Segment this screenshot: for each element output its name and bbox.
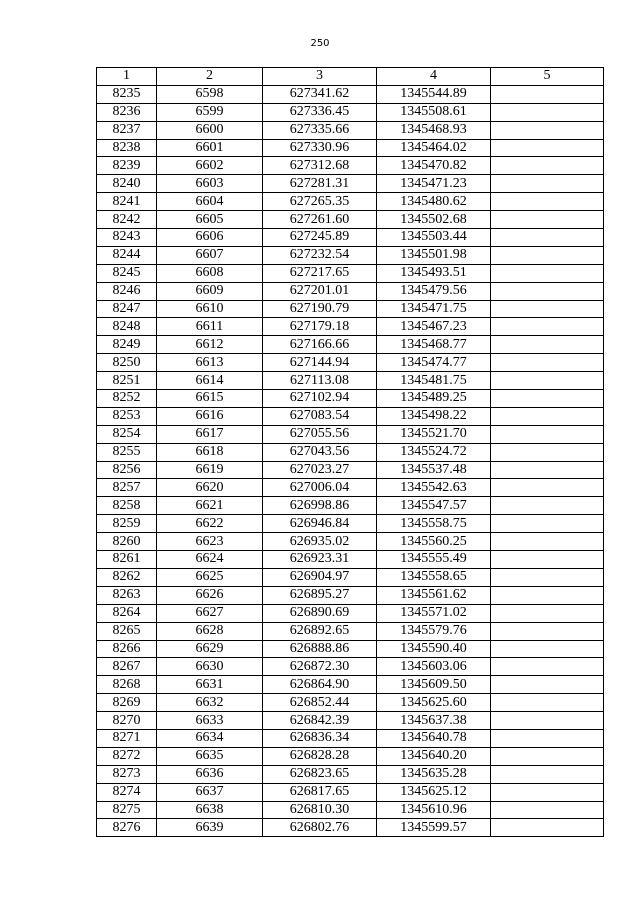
- table-row: [97, 372, 604, 390]
- table-cell: 6636: [157, 765, 263, 783]
- table-row: [97, 354, 604, 372]
- table-row: [97, 443, 604, 461]
- table-cell: 1345542.63: [377, 479, 491, 497]
- table-cell: 6620: [157, 479, 263, 497]
- table-cell: 6625: [157, 568, 263, 586]
- table-row: [97, 157, 604, 175]
- table-cell: [491, 246, 604, 264]
- table-cell: [491, 318, 604, 336]
- table-cell: 1345502.68: [377, 211, 491, 229]
- table-cell: 627102.94: [263, 390, 377, 408]
- table-cell: 8241: [97, 193, 157, 211]
- table-cell: [491, 640, 604, 658]
- table-cell: 627083.54: [263, 407, 377, 425]
- table-cell: 8249: [97, 336, 157, 354]
- table-cell: 627043.56: [263, 443, 377, 461]
- coordinates-table: [96, 67, 604, 837]
- table-cell: 6598: [157, 85, 263, 103]
- table-cell: 627113.08: [263, 372, 377, 390]
- table-cell: [491, 765, 604, 783]
- table-cell: 6624: [157, 551, 263, 569]
- table-cell: 1345493.51: [377, 264, 491, 282]
- table-cell: [491, 390, 604, 408]
- table-cell: 8237: [97, 121, 157, 139]
- table-cell: 6617: [157, 425, 263, 443]
- table-cell: 6635: [157, 747, 263, 765]
- table-cell: 626890.69: [263, 604, 377, 622]
- table-row: [97, 694, 604, 712]
- table-cell: 627335.66: [263, 121, 377, 139]
- table-cell: 626935.02: [263, 533, 377, 551]
- table-cell: [491, 497, 604, 515]
- table-cell: 626802.76: [263, 819, 377, 837]
- table-cell: 1345508.61: [377, 103, 491, 121]
- table-cell: 6628: [157, 622, 263, 640]
- table-cell: 8248: [97, 318, 157, 336]
- page-number: 250: [310, 38, 330, 49]
- table-row: [97, 658, 604, 676]
- table-row: [97, 729, 604, 747]
- table-row: [97, 783, 604, 801]
- table-row: [97, 175, 604, 193]
- table-row: [97, 390, 604, 408]
- table-cell: [491, 622, 604, 640]
- table-cell: [491, 658, 604, 676]
- table-cell: 8257: [97, 479, 157, 497]
- table-cell: 627245.89: [263, 229, 377, 247]
- table-cell: 626895.27: [263, 586, 377, 604]
- table-cell: [491, 372, 604, 390]
- table-cell: 627006.04: [263, 479, 377, 497]
- table-cell: 627166.66: [263, 336, 377, 354]
- table-row: [97, 425, 604, 443]
- table-cell: 626888.86: [263, 640, 377, 658]
- table-cell: 6600: [157, 121, 263, 139]
- table-cell: 8271: [97, 729, 157, 747]
- table-cell: 8269: [97, 694, 157, 712]
- table-cell: 8252: [97, 390, 157, 408]
- table-cell: [491, 712, 604, 730]
- table-cell: [491, 211, 604, 229]
- table-cell: [491, 747, 604, 765]
- table-cell: 626842.39: [263, 712, 377, 730]
- table-cell: 6605: [157, 211, 263, 229]
- table-body: [97, 85, 604, 836]
- table-row: [97, 300, 604, 318]
- table-cell: 8272: [97, 747, 157, 765]
- table-cell: 1345610.96: [377, 801, 491, 819]
- table-cell: 6629: [157, 640, 263, 658]
- table-cell: 626872.30: [263, 658, 377, 676]
- table-cell: 1345561.62: [377, 586, 491, 604]
- table-cell: 8247: [97, 300, 157, 318]
- table-cell: 8242: [97, 211, 157, 229]
- table-cell: 8267: [97, 658, 157, 676]
- table-cell: 626864.90: [263, 676, 377, 694]
- table-cell: 627023.27: [263, 461, 377, 479]
- table-cell: [491, 157, 604, 175]
- table-cell: 8254: [97, 425, 157, 443]
- table-cell: 6626: [157, 586, 263, 604]
- table-cell: [491, 103, 604, 121]
- table-cell: 6607: [157, 246, 263, 264]
- table-cell: 1345481.75: [377, 372, 491, 390]
- table-cell: 626892.65: [263, 622, 377, 640]
- table-cell: 1345625.12: [377, 783, 491, 801]
- table-row: [97, 497, 604, 515]
- table-cell: 8275: [97, 801, 157, 819]
- table-cell: 6638: [157, 801, 263, 819]
- table-cell: 1345625.60: [377, 694, 491, 712]
- table-cell: 8243: [97, 229, 157, 247]
- table-row: [97, 211, 604, 229]
- column-header: 2: [157, 68, 263, 86]
- table-cell: 1345498.22: [377, 407, 491, 425]
- table-cell: [491, 300, 604, 318]
- table-cell: [491, 819, 604, 837]
- table-cell: 6609: [157, 282, 263, 300]
- table-cell: 627265.35: [263, 193, 377, 211]
- table-row: [97, 479, 604, 497]
- table-cell: 8266: [97, 640, 157, 658]
- table-row: [97, 568, 604, 586]
- table-cell: 1345524.72: [377, 443, 491, 461]
- table-cell: 626998.86: [263, 497, 377, 515]
- table-cell: 8263: [97, 586, 157, 604]
- table-cell: 1345521.70: [377, 425, 491, 443]
- table-cell: [491, 407, 604, 425]
- table-cell: 6627: [157, 604, 263, 622]
- table-cell: [491, 85, 604, 103]
- table-cell: [491, 336, 604, 354]
- table-cell: 626923.31: [263, 551, 377, 569]
- table-cell: 6621: [157, 497, 263, 515]
- table-cell: 1345560.25: [377, 533, 491, 551]
- table-cell: 627179.18: [263, 318, 377, 336]
- table-cell: 6614: [157, 372, 263, 390]
- table-cell: 6634: [157, 729, 263, 747]
- table-row: [97, 712, 604, 730]
- table-cell: 627190.79: [263, 300, 377, 318]
- table-cell: 6611: [157, 318, 263, 336]
- table-cell: 8240: [97, 175, 157, 193]
- table-cell: 626852.44: [263, 694, 377, 712]
- table-cell: 627261.60: [263, 211, 377, 229]
- table-cell: 1345489.25: [377, 390, 491, 408]
- table-cell: 1345480.62: [377, 193, 491, 211]
- table-cell: [491, 676, 604, 694]
- table-cell: 6619: [157, 461, 263, 479]
- table-row: [97, 461, 604, 479]
- table-row: [97, 801, 604, 819]
- table-row: [97, 819, 604, 837]
- table-cell: 6612: [157, 336, 263, 354]
- table-cell: 6639: [157, 819, 263, 837]
- table-row: [97, 85, 604, 103]
- table-row: [97, 103, 604, 121]
- table-cell: 8255: [97, 443, 157, 461]
- table-cell: 1345558.65: [377, 568, 491, 586]
- table-row: [97, 264, 604, 282]
- table-cell: 627217.65: [263, 264, 377, 282]
- table-row: [97, 282, 604, 300]
- table-cell: 626946.84: [263, 515, 377, 533]
- table-cell: 6613: [157, 354, 263, 372]
- table-cell: 8265: [97, 622, 157, 640]
- table-row: [97, 193, 604, 211]
- table-cell: 6630: [157, 658, 263, 676]
- table-cell: 8268: [97, 676, 157, 694]
- table-cell: 6632: [157, 694, 263, 712]
- table-row: [97, 336, 604, 354]
- table-cell: [491, 193, 604, 211]
- table-cell: [491, 264, 604, 282]
- table-cell: [491, 568, 604, 586]
- table-cell: [491, 694, 604, 712]
- table-cell: 627336.45: [263, 103, 377, 121]
- table-cell: 6631: [157, 676, 263, 694]
- table-cell: 8260: [97, 533, 157, 551]
- table-cell: 8258: [97, 497, 157, 515]
- table-cell: 1345501.98: [377, 246, 491, 264]
- table-cell: 1345547.57: [377, 497, 491, 515]
- table-cell: 1345571.02: [377, 604, 491, 622]
- column-header: 5: [491, 68, 604, 86]
- table-cell: [491, 354, 604, 372]
- table-row: [97, 318, 604, 336]
- table-cell: [491, 175, 604, 193]
- table-cell: 627312.68: [263, 157, 377, 175]
- table-cell: 1345468.77: [377, 336, 491, 354]
- table-cell: [491, 604, 604, 622]
- table-cell: 1345609.50: [377, 676, 491, 694]
- table-cell: 627232.54: [263, 246, 377, 264]
- table-cell: 8245: [97, 264, 157, 282]
- table-row: [97, 765, 604, 783]
- table-cell: 8236: [97, 103, 157, 121]
- table-cell: 1345537.48: [377, 461, 491, 479]
- table-cell: 6599: [157, 103, 263, 121]
- table-cell: 8256: [97, 461, 157, 479]
- table-cell: [491, 121, 604, 139]
- table-cell: 8273: [97, 765, 157, 783]
- table-cell: 6615: [157, 390, 263, 408]
- table-cell: 627201.01: [263, 282, 377, 300]
- table-cell: 8270: [97, 712, 157, 730]
- table-cell: 8253: [97, 407, 157, 425]
- table-cell: 1345479.56: [377, 282, 491, 300]
- table-row: [97, 604, 604, 622]
- table-cell: 627281.31: [263, 175, 377, 193]
- table-cell: 626817.65: [263, 783, 377, 801]
- table-row: [97, 640, 604, 658]
- table-row: [97, 229, 604, 247]
- table-cell: 1345603.06: [377, 658, 491, 676]
- table-cell: 8259: [97, 515, 157, 533]
- table-cell: 626836.34: [263, 729, 377, 747]
- table-cell: 1345640.78: [377, 729, 491, 747]
- table-cell: 8246: [97, 282, 157, 300]
- table-cell: [491, 586, 604, 604]
- table-cell: 1345470.82: [377, 157, 491, 175]
- table-cell: 8276: [97, 819, 157, 837]
- table-cell: 8244: [97, 246, 157, 264]
- table-row: [97, 121, 604, 139]
- table-cell: [491, 515, 604, 533]
- table-cell: 8264: [97, 604, 157, 622]
- table-cell: 1345467.23: [377, 318, 491, 336]
- table-cell: 6623: [157, 533, 263, 551]
- table-row: [97, 139, 604, 157]
- table-cell: [491, 783, 604, 801]
- table-row: [97, 747, 604, 765]
- table-cell: 8239: [97, 157, 157, 175]
- table-cell: [491, 229, 604, 247]
- table-row: [97, 622, 604, 640]
- table-cell: 6608: [157, 264, 263, 282]
- table-cell: [491, 461, 604, 479]
- table-cell: [491, 801, 604, 819]
- table-cell: 6616: [157, 407, 263, 425]
- table-cell: [491, 533, 604, 551]
- table-cell: 8250: [97, 354, 157, 372]
- table-cell: [491, 139, 604, 157]
- table-cell: 6610: [157, 300, 263, 318]
- table-cell: 6602: [157, 157, 263, 175]
- table-cell: 627144.94: [263, 354, 377, 372]
- table-cell: [491, 479, 604, 497]
- table-cell: 627055.56: [263, 425, 377, 443]
- table-cell: 1345468.93: [377, 121, 491, 139]
- table-cell: 6604: [157, 193, 263, 211]
- table-cell: [491, 282, 604, 300]
- table-cell: 1345555.49: [377, 551, 491, 569]
- table-cell: 1345503.44: [377, 229, 491, 247]
- table-cell: 1345471.23: [377, 175, 491, 193]
- table-cell: 626810.30: [263, 801, 377, 819]
- table-cell: 1345474.77: [377, 354, 491, 372]
- column-header: 3: [263, 68, 377, 86]
- table-row: [97, 586, 604, 604]
- table-cell: [491, 443, 604, 461]
- table-cell: 8235: [97, 85, 157, 103]
- table-cell: 8262: [97, 568, 157, 586]
- table-row: [97, 246, 604, 264]
- table-cell: 1345590.40: [377, 640, 491, 658]
- table-cell: [491, 551, 604, 569]
- table-cell: 1345471.75: [377, 300, 491, 318]
- column-header: 1: [97, 68, 157, 86]
- table-cell: 6622: [157, 515, 263, 533]
- table-cell: 6637: [157, 783, 263, 801]
- table-header-row: [97, 68, 604, 86]
- table-cell: 6603: [157, 175, 263, 193]
- table-cell: 6606: [157, 229, 263, 247]
- table-row: [97, 676, 604, 694]
- table-cell: 8261: [97, 551, 157, 569]
- table-cell: 1345635.28: [377, 765, 491, 783]
- table-cell: 1345464.02: [377, 139, 491, 157]
- table-cell: 626828.28: [263, 747, 377, 765]
- table-cell: 1345558.75: [377, 515, 491, 533]
- column-header: 4: [377, 68, 491, 86]
- table-row: [97, 407, 604, 425]
- table-cell: 8251: [97, 372, 157, 390]
- table-cell: 1345640.20: [377, 747, 491, 765]
- table-cell: 6601: [157, 139, 263, 157]
- table-cell: 626823.65: [263, 765, 377, 783]
- table-row: [97, 533, 604, 551]
- table-cell: 1345637.38: [377, 712, 491, 730]
- table-cell: 8238: [97, 139, 157, 157]
- table-cell: [491, 729, 604, 747]
- table-cell: 6618: [157, 443, 263, 461]
- table-cell: 1345599.57: [377, 819, 491, 837]
- table-row: [97, 515, 604, 533]
- table-cell: 6633: [157, 712, 263, 730]
- table-cell: [491, 425, 604, 443]
- table-cell: 627341.62: [263, 85, 377, 103]
- table-cell: 1345544.89: [377, 85, 491, 103]
- table-cell: 626904.97: [263, 568, 377, 586]
- table-cell: 627330.96: [263, 139, 377, 157]
- table-cell: 1345579.76: [377, 622, 491, 640]
- table-row: [97, 551, 604, 569]
- table-cell: 8274: [97, 783, 157, 801]
